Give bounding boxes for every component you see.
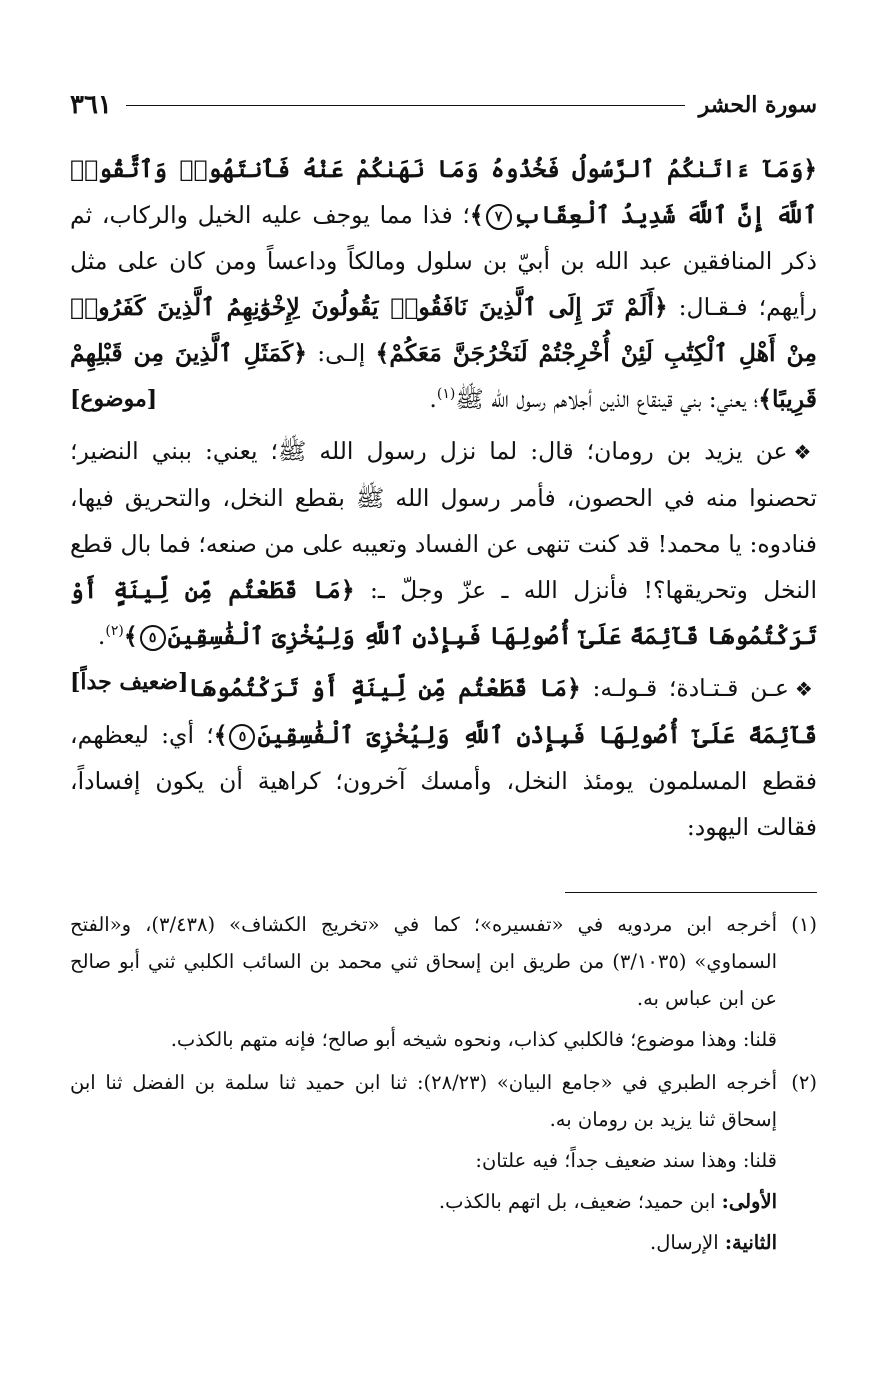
footnote-body bbox=[70, 906, 777, 1058]
quran-verse: ﴿مَا قَطَعْتُم مِّن لِّينَةٍ أَوْ تَرَكْتُمُوهَا قَآئِمَةً عَلَىٰٓ أُصُولِهَا فَبِإِذْنِ ٱللَّهِ وَلِيُخْزِىَ ٱلْفَٰسِقِينَ bbox=[70, 576, 817, 650]
main-text bbox=[70, 146, 817, 850]
footnote-item bbox=[70, 1183, 777, 1220]
diamond-icon: ❖ bbox=[793, 440, 817, 464]
footnotes bbox=[70, 906, 817, 1261]
quran-verse: ﴿كَمَثَلِ ٱلَّذِينَ مِن قَبْلِهِمْ قَرِيبًا﴾ bbox=[70, 339, 817, 413]
quran-verse: ﴿أَلَمْ تَرَ إِلَى ٱلَّذِينَ نَافَقُوا۟ يَقُولُونَ لِإِخْوَٰنِهِمُ ٱلَّذِينَ كَفَرُوا۟ مِنْ أَهْلِ ٱلْكِتَٰبِ لَئِنْ أُخْرِجْتُمْ لَنَخْرُجَنَّ مَعَكُمْ﴾ bbox=[70, 293, 817, 367]
footnote-item-lead: الثانية: bbox=[724, 1231, 777, 1254]
footnote bbox=[70, 906, 817, 1058]
page-number: ٣٦١ bbox=[70, 90, 112, 120]
grade-label: [ضعيف جداً] bbox=[70, 669, 189, 695]
quran-bracket: ﴾ bbox=[469, 201, 484, 229]
footnote-body bbox=[70, 1064, 777, 1261]
footnote-divider bbox=[565, 892, 817, 893]
body-text: . bbox=[429, 385, 437, 413]
quran-verse: ﴿وَمَآ ءَاتَىٰكُمُ ٱلرَّسُولُ فَخُذُوهُ وَمَا نَهَىٰكُمْ عَنْهُ فَٱنتَهُوا۟ وَٱتَّقُوا۟ ٱللَّهَ إِنَّ ٱللَّهَ شَدِيدُ ٱلْعِقَابِ bbox=[70, 155, 817, 229]
footnote-text: أخرجه ابن مردويه في «تفسيره»؛ كما في «تخريج الكشاف» (٣/٤٣٨)، و«الفتح السماوي» (٣/١٠٣٥) من طريق ابن إسحاق ثني محمد بن السائب الكلبي ثني أبو صالح عن ابن عباس به. bbox=[70, 913, 778, 1010]
quran-bracket: ﴾ bbox=[123, 622, 138, 650]
footnote-text: أخرجه الطبري في «جامع البيان» (٢٨/٢٣): ثنا ابن حميد ثنا سلمة بن الفضل ثنا ابن إسحاق ثنا يزيد بن رومان به. bbox=[70, 1071, 777, 1131]
ayah-number-badge: ٧ bbox=[486, 204, 512, 230]
body-text: ؛ فذا مما يوجف عليه الخيل والركاب، ثم ذكر المنافقين عبد الله بن أبيّ بن سلول ومالكاً وداعساً ومن كان على مثل رأيهم؛ فـقـال: bbox=[70, 201, 817, 321]
footnote-item-text: ابن حميد؛ ضعيف، بل اتهم بالكذب. bbox=[438, 1190, 722, 1213]
quran-bracket: ﴾ bbox=[213, 721, 228, 749]
footnote bbox=[70, 1064, 817, 1261]
header-rule bbox=[126, 105, 685, 106]
footnote-ref[interactable]: (٢) bbox=[105, 623, 124, 640]
body-text: ؛ يعني: بني قينقاع الذين أجلاهم رسول الله ﷺ bbox=[455, 385, 759, 413]
page-header bbox=[70, 88, 817, 122]
body-text: ؛ أي: ليعظهم، فقطع المسلمون يومئذ النخل، وأمسك آخرون؛ كراهية أن يكون إفساداً، فقالت اليهود: bbox=[70, 721, 817, 841]
body-text: . bbox=[97, 622, 106, 650]
footnote-ref[interactable]: (١) bbox=[436, 386, 456, 403]
footnote-item-lead: الأولى: bbox=[721, 1190, 777, 1213]
footnote-number: (٢) bbox=[791, 1071, 817, 1094]
footnote-text: قلنا: وهذا موضوع؛ فالكلبي كذاب، ونحوه شيخه أبو صالح؛ فإنه متهم بالكذب. bbox=[170, 1028, 777, 1051]
ayah-number-badge: ٥ bbox=[140, 625, 166, 651]
surah-title: سورة الحشر bbox=[698, 92, 817, 118]
ayah-number-badge: ٥ bbox=[229, 724, 255, 750]
quran-verse: ﴿مَا قَطَعْتُم مِّن لِّينَةٍ أَوْ تَرَكْتُمُوهَا قَآئِمَةً عَلَىٰٓ أُصُولِهَا فَبِإِذْنِ ٱللَّهِ وَلِيُخْزِىَ ٱلْفَٰسِقِينَ bbox=[188, 674, 817, 749]
footnote-text: قلنا: وهذا سند ضعيف جداً؛ فيه علتان: bbox=[475, 1149, 777, 1172]
body-text: عن يزيد بن رومان؛ قال: لما نزل رسول الله ﷺ؛ يعني: ببني النضير؛ تحصنوا منه في الحصون، فأمر رسول الله ﷺ بقطع النخل، والتحريق فيها، فنادوه: يا محمد! قد كنت تنهى عن الفساد وتعيبه على من صنعه؛ فما بال قطع النخل وتحريقها؟! فأنزل الله ـ عزّ وجلّ ـ: bbox=[70, 437, 817, 604]
paragraph bbox=[70, 146, 817, 422]
footnote-item bbox=[70, 1224, 777, 1261]
diamond-icon: ❖ bbox=[794, 677, 817, 701]
footnote-number: (١) bbox=[791, 913, 817, 936]
body-text: إلـى: bbox=[307, 339, 376, 367]
grade-label: [موضوع] bbox=[70, 386, 158, 412]
body-text: عـن قـتـادة؛ قـولـه: bbox=[580, 674, 789, 702]
footnote-item-text: الإرسال. bbox=[650, 1231, 725, 1254]
